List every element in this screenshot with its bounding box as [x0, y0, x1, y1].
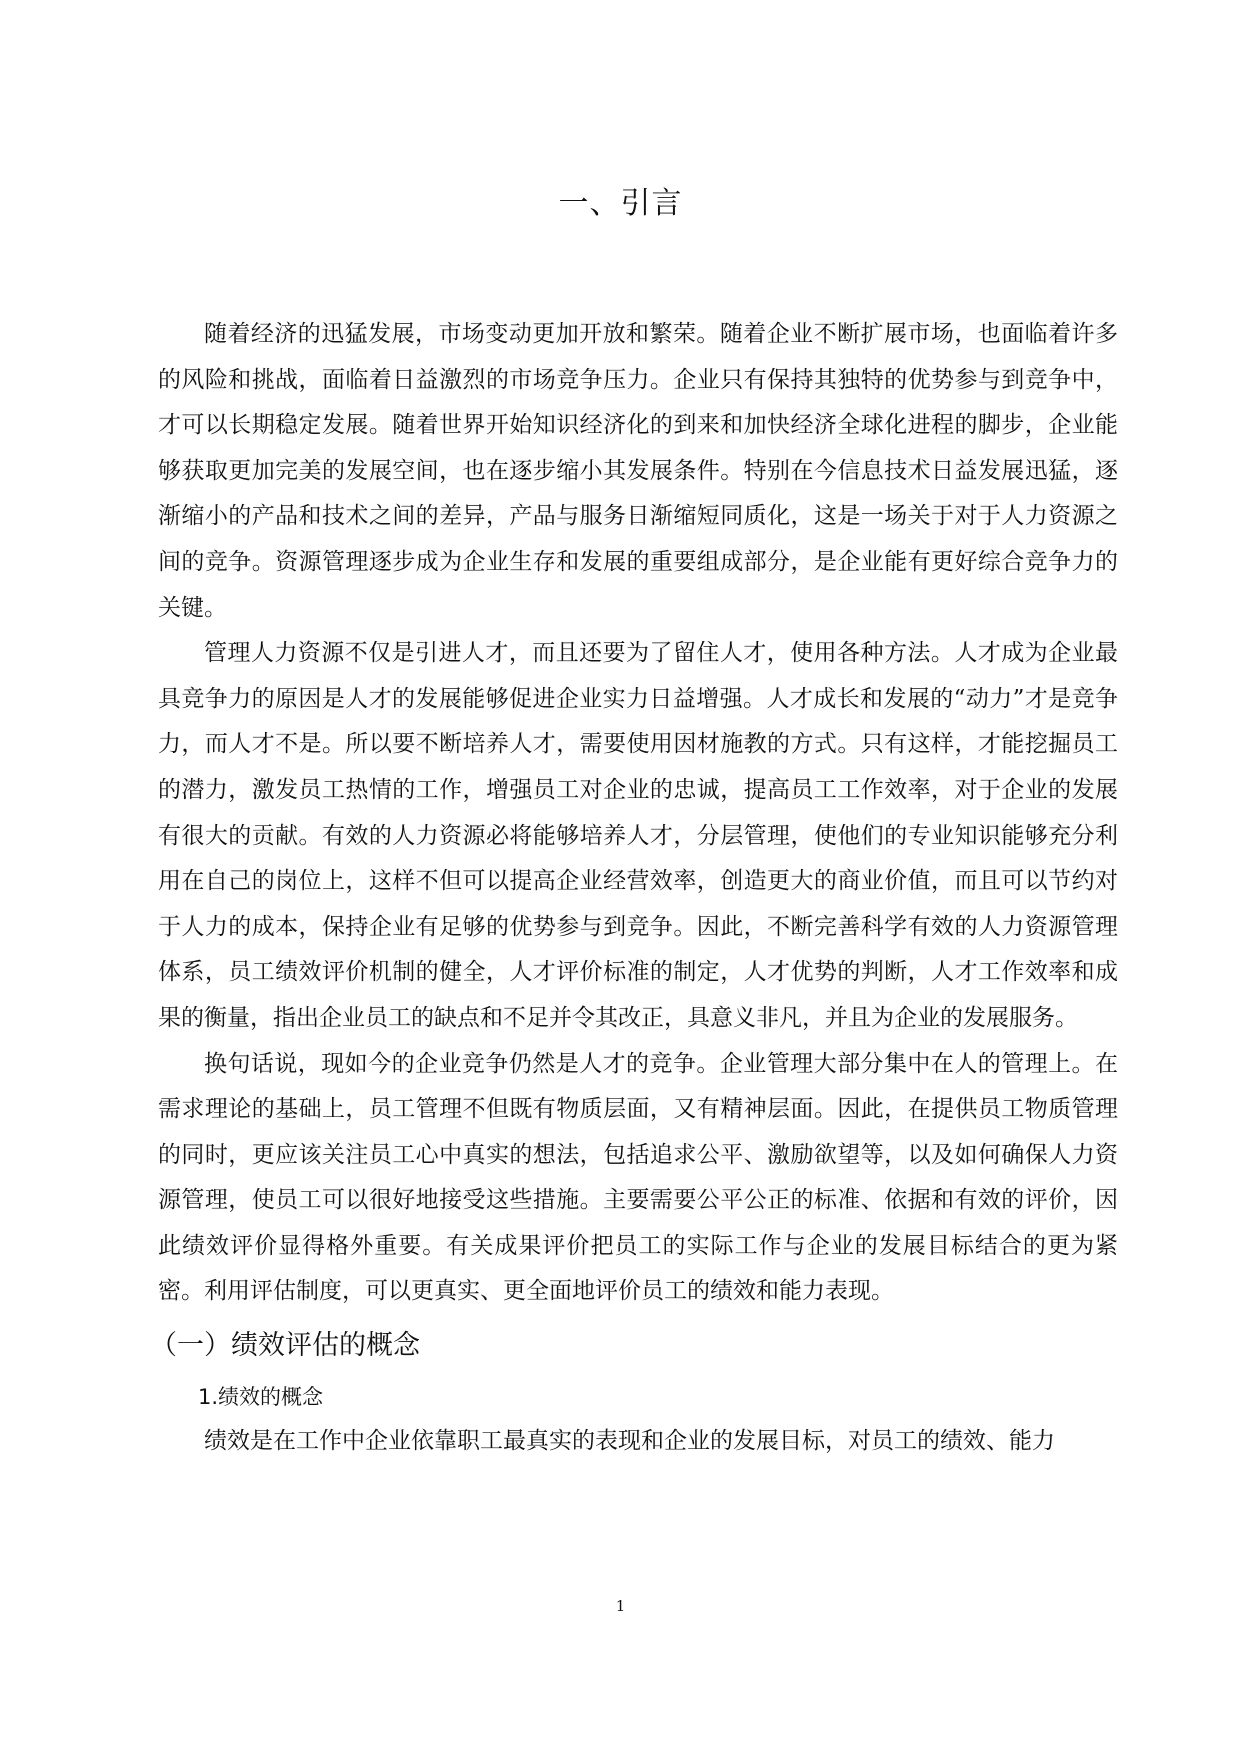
paragraph: 绩效是在工作中企业依靠职工最真实的表现和企业的发展目标，对员工的绩效、能力	[204, 1428, 1055, 1455]
page-number: 1	[615, 1597, 626, 1615]
chapter-title: 一、引言	[558, 186, 683, 221]
paragraph: 换句话说，现如今的企业竞争仍然是人才的竞争。企业管理大部分集中在人的管理上。在需求理论的基础上，员工管理不但既有物质层面，又有精神层面。因此，在提供员工物质管理的同时，更应该关注员工心中真实的想法，包括追求公平、激励欲望等，以及如何确保人力资源管理，使员工可以很好地接受这些措施。主要需要公平公正的标准、依据和有效的评价，因此绩效评价显得格外重要。有关成果评价把员工的实际工作与企业的发展目标结合的更为紧密。利用评估制度，可以更真实、更全面地评价员工的绩效和能力表现。	[158, 1050, 1118, 1305]
body-text	[150, 312, 1118, 1465]
section-heading: （一）绩效评估的概念	[150, 1330, 420, 1362]
paragraph: 管理人力资源不仅是引进人才，而且还要为了留住人才，使用各种方法。人才成为企业最具竞争力的原因是人才的发展能够促进企业实力日益增强。人才成长和发展的“动力”才是竞争力，而人才不是。所以要不断培养人才，需要使用因材施教的方式。只有这样，才能挖掘员工的潜力，激发员工热情的工作，增强员工对企业的忠诚，提高员工工作效率，对于企业的发展有很大的贡献。有效的人力资源必将能够培养人才，分层管理，使他们的专业知识能够充分利用在自己的岗位上，这样不但可以提高企业经营效率，创造更大的商业价值，而且可以节约对于人力的成本，保持企业有足够的优势参与到竞争。因此，不断完善科学有效的人力资源管理体系，员工绩效评价机制的健全，人才评价标准的制定，人才优势的判断，人才工作效率和成果的衡量，指出企业员工的缺点和不足并令其改正，具意义非凡，并且为企业的发展服务。	[158, 640, 1118, 1031]
sub-heading: 1.绩效的概念	[198, 1385, 324, 1410]
paragraph: 随着经济的迅猛发展，市场变动更加开放和繁荣。随着企业不断扩展市场，也面临着许多的风险和挑战，面临着日益激烈的市场竞争压力。企业只有保持其独特的优势参与到竞争中，才可以长期稳定发展。随着世界开始知识经济化的到来和加快经济全球化进程的脚步，企业能够获取更加完美的发展空间，也在逐步缩小其发展条件。特别在今信息技术日益发展迅猛，逐渐缩小的产品和技术之间的差异，产品与服务日渐缩短同质化，这是一场关于对于人力资源之间的竞争。资源管理逐步成为企业生存和发展的重要组成部分，是企业能有更好综合竞争力的关键。	[158, 321, 1118, 621]
